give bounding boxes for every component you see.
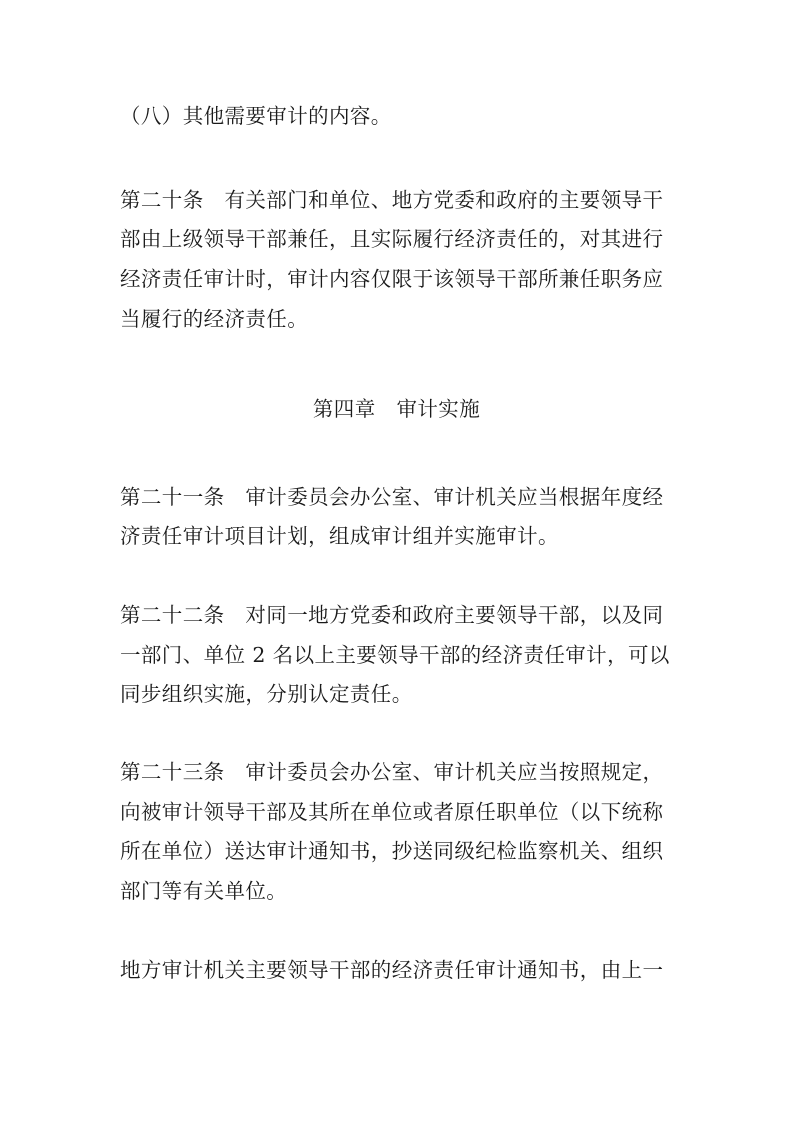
paragraph-line: （八）其他需要审计的内容。 (120, 104, 392, 128)
article-21-line: 第二十一条 审计委员会办公室、审计机关应当根据年度经 (120, 485, 664, 509)
article-23-line: 第二十三条 审计委员会办公室、审计机关应当按照规定， (120, 760, 664, 784)
article-23-line: 向被审计领导干部及其所在单位或者原任职单位（以下统称 (120, 800, 664, 824)
article-23-line: 部门等有关单位。 (120, 879, 288, 903)
article-22-line: 同步组织实施，分别认定责任。 (120, 682, 413, 706)
article-22-line: 一部门、单位 2 名以上主要领导干部的经济责任审计，可以 (120, 643, 670, 667)
article-20-line: 第二十条 有关部门和单位、地方党委和政府的主要领导干 (120, 188, 664, 212)
article-22-line: 第二十二条 对同一地方党委和政府主要领导干部，以及同 (120, 603, 664, 627)
article-20-line: 部由上级领导干部兼任，且实际履行经济责任的，对其进行 (120, 227, 664, 251)
article-20-line: 当履行的经济责任。 (120, 307, 309, 331)
article-20-line: 经济责任审计时，审计内容仅限于该领导干部所兼任职务应 (120, 267, 664, 291)
chapter-heading: 第四章 审计实施 (312, 397, 481, 421)
article-23-line: 所在单位）送达审计通知书，抄送同级纪检监察机关、组织 (120, 839, 664, 863)
article-21-line: 济责任审计项目计划，组成审计组并实施审计。 (120, 524, 559, 548)
paragraph-line: 地方审计机关主要领导干部的经济责任审计通知书，由上一 (120, 958, 664, 982)
